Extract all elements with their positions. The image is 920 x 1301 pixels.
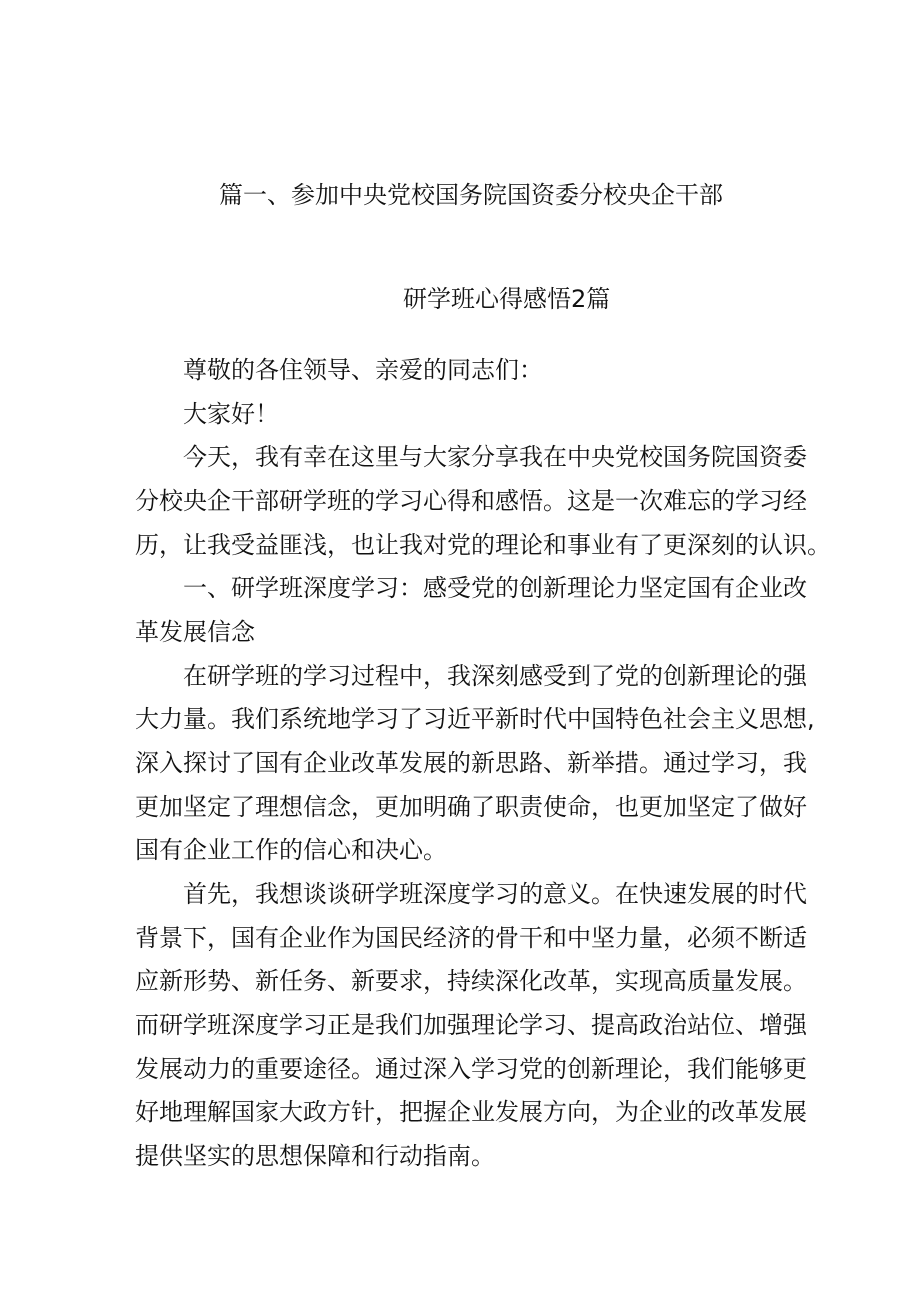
paragraph-line: 分校央企干部研学班的学习心得和感悟。这是一次难忘的学习经	[135, 487, 807, 515]
paragraph-line: 在研学班的学习过程中，我深刻感受到了党的创新理论的强	[183, 662, 807, 690]
document-title-line-1: 篇一、参加中央党校国务院国资委分校央企干部	[219, 181, 723, 209]
paragraph-line: 应新形势、新任务、新要求，持续深化改革，实现高质量发展。	[135, 967, 807, 995]
paragraph-line: 而研学班深度学习正是我们加强理论学习、提高政治站位、增强	[135, 1011, 807, 1039]
paragraph-line: 今天，我有幸在这里与大家分享我在中央党校国务院国资委	[183, 443, 807, 471]
paragraph-line: 背景下，国有企业作为国民经济的骨干和中坚力量，必须不断适	[135, 924, 807, 952]
paragraph-line: 发展动力的重要途径。通过深入学习党的创新理论，我们能够更	[135, 1055, 807, 1083]
salutation: 尊敬的各住领导、亲爱的同志们：	[183, 356, 543, 384]
paragraph-line: 历，让我受益匪浅，也让我对党的理论和事业有了更深刻的认识。	[135, 531, 831, 559]
greeting: 大家好！	[183, 400, 279, 428]
paragraph-line: 好地理解国家大政方针，把握企业发展方向，为企业的改革发展	[135, 1098, 807, 1126]
paragraph-line: 首先，我想谈谈研学班深度学习的意义。在快速发展的时代	[183, 880, 807, 908]
section-heading-line: 革发展信念	[135, 618, 255, 646]
paragraph-line: 更加坚定了理想信念，更加明确了职责使命，也更加坚定了做好	[135, 793, 807, 821]
paragraph-line: 国有企业工作的信心和决心。	[135, 836, 447, 864]
document-title-line-2: 研学班心得感悟2篇	[403, 285, 611, 313]
paragraph-line: 大力量。我们系统地学习了习近平新时代中国特色社会主义思想,	[135, 705, 815, 733]
paragraph-line: 提供坚实的思想保障和行动指南。	[135, 1142, 495, 1170]
paragraph-line: 深入探讨了国有企业改革发展的新思路、新举措。通过学习，我	[135, 749, 807, 777]
section-heading-line: 一、研学班深度学习：感受党的创新理论力坚定国有企业改	[183, 574, 807, 602]
